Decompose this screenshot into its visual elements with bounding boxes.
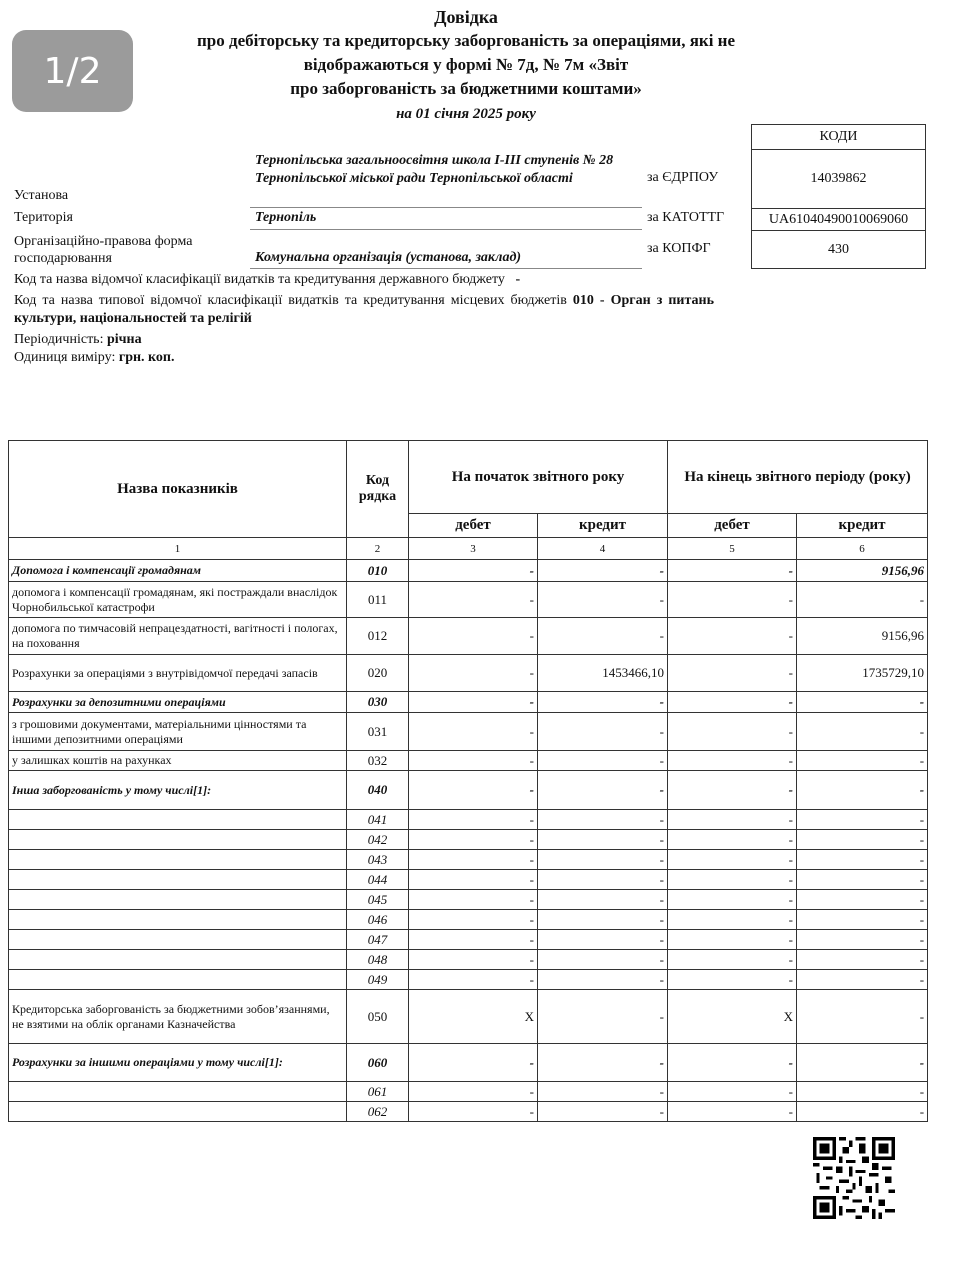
row-name: Розрахунки за депозитними операціями bbox=[9, 692, 347, 713]
unit-row bbox=[14, 350, 175, 366]
table-row bbox=[9, 692, 928, 713]
row-end-debit: - bbox=[668, 830, 797, 850]
row-code: 011 bbox=[347, 582, 409, 618]
row-end-credit: - bbox=[797, 870, 928, 890]
row-start-credit: - bbox=[538, 771, 668, 810]
row-end-debit: - bbox=[668, 970, 797, 990]
row-name bbox=[9, 810, 347, 830]
row-end-credit: - bbox=[797, 1102, 928, 1122]
row-code: 062 bbox=[347, 1102, 409, 1122]
table-row bbox=[9, 771, 928, 810]
row-start-credit: - bbox=[538, 810, 668, 830]
row-code: 049 bbox=[347, 970, 409, 990]
row-end-debit: - bbox=[668, 771, 797, 810]
row-code: 030 bbox=[347, 692, 409, 713]
row-name: у залишках коштів на рахунках bbox=[9, 751, 347, 771]
row-end-credit: - bbox=[797, 890, 928, 910]
table-row bbox=[9, 713, 928, 751]
row-end-debit: - bbox=[668, 582, 797, 618]
col-number: 5 bbox=[668, 538, 797, 560]
row-end-debit: - bbox=[668, 655, 797, 692]
col-header-start: На початок звітного року bbox=[409, 441, 668, 514]
row-start-credit: - bbox=[538, 870, 668, 890]
col-number: 3 bbox=[409, 538, 538, 560]
table-row bbox=[9, 850, 928, 870]
row-start-credit: - bbox=[538, 990, 668, 1044]
row-code: 020 bbox=[347, 655, 409, 692]
kopfg-label: за КОПФГ bbox=[647, 241, 711, 256]
row-end-debit: - bbox=[668, 713, 797, 751]
row-start-credit: - bbox=[538, 950, 668, 970]
org-form-value: Комунальна організація (установа, заклад) bbox=[255, 250, 522, 265]
row-start-credit: 1453466,10 bbox=[538, 655, 668, 692]
table-row bbox=[9, 970, 928, 990]
row-start-debit: - bbox=[409, 950, 538, 970]
row-end-debit: - bbox=[668, 810, 797, 830]
row-start-debit: - bbox=[409, 830, 538, 850]
row-start-debit: - bbox=[409, 560, 538, 582]
row-code: 048 bbox=[347, 950, 409, 970]
col-number: 6 bbox=[797, 538, 928, 560]
row-start-credit: - bbox=[538, 713, 668, 751]
row-end-credit: - bbox=[797, 692, 928, 713]
row-end-debit: - bbox=[668, 950, 797, 970]
col-header-end-debit: дебет bbox=[668, 514, 797, 538]
col-number: 4 bbox=[538, 538, 668, 560]
row-name bbox=[9, 890, 347, 910]
periodicity-row bbox=[14, 332, 142, 348]
row-end-credit: - bbox=[797, 950, 928, 970]
typical-class-row bbox=[14, 292, 714, 328]
row-start-debit: - bbox=[409, 810, 538, 830]
row-end-credit: - bbox=[797, 910, 928, 930]
col-number: 1 bbox=[9, 538, 347, 560]
document-title bbox=[130, 5, 802, 123]
row-start-debit: - bbox=[409, 751, 538, 771]
table-row bbox=[9, 751, 928, 771]
row-start-debit: - bbox=[409, 582, 538, 618]
table-row bbox=[9, 990, 928, 1044]
col-header-code: Код рядка bbox=[347, 441, 409, 538]
row-start-credit: - bbox=[538, 618, 668, 655]
row-name bbox=[9, 910, 347, 930]
row-start-credit: - bbox=[538, 692, 668, 713]
row-start-credit: - bbox=[538, 890, 668, 910]
table-row bbox=[9, 1044, 928, 1082]
table-row bbox=[9, 560, 928, 582]
report-date: на 01 січня 2025 року bbox=[396, 106, 536, 122]
row-name: Розрахунки за операціями з внутрівідомчої передачі запасів bbox=[9, 655, 347, 692]
table-row bbox=[9, 910, 928, 930]
unit-value: грн. коп. bbox=[118, 350, 175, 365]
table-row bbox=[9, 655, 928, 692]
row-name bbox=[9, 950, 347, 970]
title-line-2: про дебіторську та кредиторську заборгованість за операціями, які не bbox=[196, 31, 736, 50]
typical-class-label: Код та назва типової відомчої класифікації видатків та кредитування місцевих бюджетів bbox=[14, 293, 567, 308]
row-name bbox=[9, 970, 347, 990]
row-start-debit: - bbox=[409, 910, 538, 930]
row-code: 046 bbox=[347, 910, 409, 930]
row-name: допомога по тимчасовій непрацездатності, вагітності і пологах, на поховання bbox=[9, 618, 347, 655]
table-row bbox=[9, 890, 928, 910]
row-end-debit: - bbox=[668, 751, 797, 771]
typical-class-value: 010 - Орган з питань культури, національностей та релігій bbox=[14, 293, 715, 326]
row-code: 031 bbox=[347, 713, 409, 751]
row-end-debit: - bbox=[668, 890, 797, 910]
title-line-1: Довідка bbox=[434, 7, 498, 27]
row-end-debit: - bbox=[668, 910, 797, 930]
dept-class-value: - bbox=[515, 272, 521, 287]
row-code: 042 bbox=[347, 830, 409, 850]
row-start-debit: - bbox=[409, 655, 538, 692]
col-number: 2 bbox=[347, 538, 409, 560]
row-end-credit: - bbox=[797, 1082, 928, 1102]
row-start-debit: - bbox=[409, 890, 538, 910]
row-name bbox=[9, 930, 347, 950]
edrpou-label: за ЄДРПОУ bbox=[647, 170, 719, 185]
row-start-credit: - bbox=[538, 910, 668, 930]
row-code: 032 bbox=[347, 751, 409, 771]
row-code: 043 bbox=[347, 850, 409, 870]
row-end-credit: 9156,96 bbox=[797, 560, 928, 582]
row-start-credit: - bbox=[538, 751, 668, 771]
row-code: 060 bbox=[347, 1044, 409, 1082]
territory-label: Територія bbox=[14, 210, 73, 225]
row-end-debit: - bbox=[668, 692, 797, 713]
row-start-debit: - bbox=[409, 850, 538, 870]
col-header-end-credit: кредит bbox=[797, 514, 928, 538]
row-start-credit: - bbox=[538, 1102, 668, 1122]
table-row bbox=[9, 1082, 928, 1102]
row-end-debit: X bbox=[668, 990, 797, 1044]
row-code: 044 bbox=[347, 870, 409, 890]
row-start-credit: - bbox=[538, 560, 668, 582]
edrpou-value: 14039862 bbox=[752, 150, 926, 209]
row-end-credit: - bbox=[797, 850, 928, 870]
row-end-credit: - bbox=[797, 990, 928, 1044]
row-end-credit: - bbox=[797, 970, 928, 990]
table-row bbox=[9, 950, 928, 970]
qr-code-icon bbox=[813, 1137, 895, 1219]
row-name: допомога і компенсації громадянам, які постраждали внаслідок Чорнобильської катастрофи bbox=[9, 582, 347, 618]
katottg-label: за КАТОТТГ bbox=[647, 210, 725, 225]
periodicity-value: річна bbox=[106, 332, 142, 347]
row-end-credit: - bbox=[797, 810, 928, 830]
table-row bbox=[9, 582, 928, 618]
table-row bbox=[9, 1102, 928, 1122]
row-name: Допомога і компенсації громадянам bbox=[9, 560, 347, 582]
row-code: 040 bbox=[347, 771, 409, 810]
row-code: 047 bbox=[347, 930, 409, 950]
row-code: 045 bbox=[347, 890, 409, 910]
page-counter-badge: 1/2 bbox=[12, 30, 133, 112]
row-end-credit: - bbox=[797, 582, 928, 618]
row-start-credit: - bbox=[538, 582, 668, 618]
row-end-credit: - bbox=[797, 771, 928, 810]
codes-header: КОДИ bbox=[752, 125, 926, 150]
row-start-credit: - bbox=[538, 830, 668, 850]
row-start-debit: - bbox=[409, 1044, 538, 1082]
periodicity-label: Періодичність: bbox=[14, 332, 104, 347]
row-start-debit: - bbox=[409, 692, 538, 713]
row-start-debit: - bbox=[409, 713, 538, 751]
row-end-debit: - bbox=[668, 1082, 797, 1102]
row-start-credit: - bbox=[538, 970, 668, 990]
institution-value: Тернопільська загальноосвітня школа І-ІІІ ступенів № 28 Тернопільської міської ради Тернопільської області bbox=[255, 153, 614, 186]
row-name: Інша заборгованість у тому числі[1]: bbox=[9, 771, 347, 810]
row-start-debit: - bbox=[409, 1102, 538, 1122]
territory-value: Тернопіль bbox=[255, 210, 317, 225]
row-end-debit: - bbox=[668, 1044, 797, 1082]
col-header-name: Назва показників bbox=[9, 441, 347, 538]
row-end-credit: 1735729,10 bbox=[797, 655, 928, 692]
row-name bbox=[9, 850, 347, 870]
dept-class-label: Код та назва відомчої класифікації видатків та кредитування державного бюджету bbox=[14, 272, 505, 287]
row-end-debit: - bbox=[668, 850, 797, 870]
row-name: з грошовими документами, матеріальними цінностями та іншими депозитними операціями bbox=[9, 713, 347, 751]
kopfg-value: 430 bbox=[752, 231, 926, 269]
row-end-debit: - bbox=[668, 930, 797, 950]
row-code: 012 bbox=[347, 618, 409, 655]
row-end-credit: - bbox=[797, 713, 928, 751]
row-start-debit: - bbox=[409, 970, 538, 990]
col-header-start-debit: дебет bbox=[409, 514, 538, 538]
table-row bbox=[9, 810, 928, 830]
row-code: 050 bbox=[347, 990, 409, 1044]
row-start-debit: - bbox=[409, 870, 538, 890]
row-name bbox=[9, 1102, 347, 1122]
row-start-credit: - bbox=[538, 1082, 668, 1102]
table-row bbox=[9, 870, 928, 890]
table-row bbox=[9, 830, 928, 850]
org-form-label: Організаційно-правова форма господарювання bbox=[14, 234, 193, 266]
row-start-debit: - bbox=[409, 930, 538, 950]
institution-label: Установа bbox=[14, 188, 69, 203]
row-name bbox=[9, 1082, 347, 1102]
row-name bbox=[9, 830, 347, 850]
row-code: 010 bbox=[347, 560, 409, 582]
row-code: 041 bbox=[347, 810, 409, 830]
dept-class-row bbox=[14, 272, 520, 288]
row-name: Кредиторська заборгованість за бюджетними зобов’язаннями, не взятими на облік органами Казначейства bbox=[9, 990, 347, 1044]
row-end-credit: - bbox=[797, 930, 928, 950]
title-line-3: відображаються у формі № 7д, № 7м «Звіт bbox=[303, 55, 629, 74]
row-end-debit: - bbox=[668, 1102, 797, 1122]
title-line-4: про заборгованість за бюджетними коштами» bbox=[290, 79, 642, 98]
unit-label: Одиниця виміру: bbox=[14, 350, 116, 365]
row-end-credit: - bbox=[797, 830, 928, 850]
row-name: Розрахунки за іншими операціями у тому числі[1]: bbox=[9, 1044, 347, 1082]
row-start-credit: - bbox=[538, 1044, 668, 1082]
row-code: 061 bbox=[347, 1082, 409, 1102]
codes-table bbox=[751, 124, 926, 269]
row-start-credit: - bbox=[538, 850, 668, 870]
row-start-credit: - bbox=[538, 930, 668, 950]
table-row bbox=[9, 618, 928, 655]
katottg-value: UA61040490010069060 bbox=[752, 209, 926, 231]
row-start-debit: - bbox=[409, 771, 538, 810]
row-end-credit: 9156,96 bbox=[797, 618, 928, 655]
col-header-end: На кінець звітного періоду (року) bbox=[668, 441, 928, 514]
row-end-debit: - bbox=[668, 618, 797, 655]
row-end-credit: - bbox=[797, 751, 928, 771]
row-end-debit: - bbox=[668, 560, 797, 582]
table-row bbox=[9, 930, 928, 950]
col-header-start-credit: кредит bbox=[538, 514, 668, 538]
row-end-debit: - bbox=[668, 870, 797, 890]
row-start-debit: X bbox=[409, 990, 538, 1044]
row-start-debit: - bbox=[409, 618, 538, 655]
row-name bbox=[9, 870, 347, 890]
row-end-credit: - bbox=[797, 1044, 928, 1082]
debt-table bbox=[8, 440, 928, 1122]
row-start-debit: - bbox=[409, 1082, 538, 1102]
